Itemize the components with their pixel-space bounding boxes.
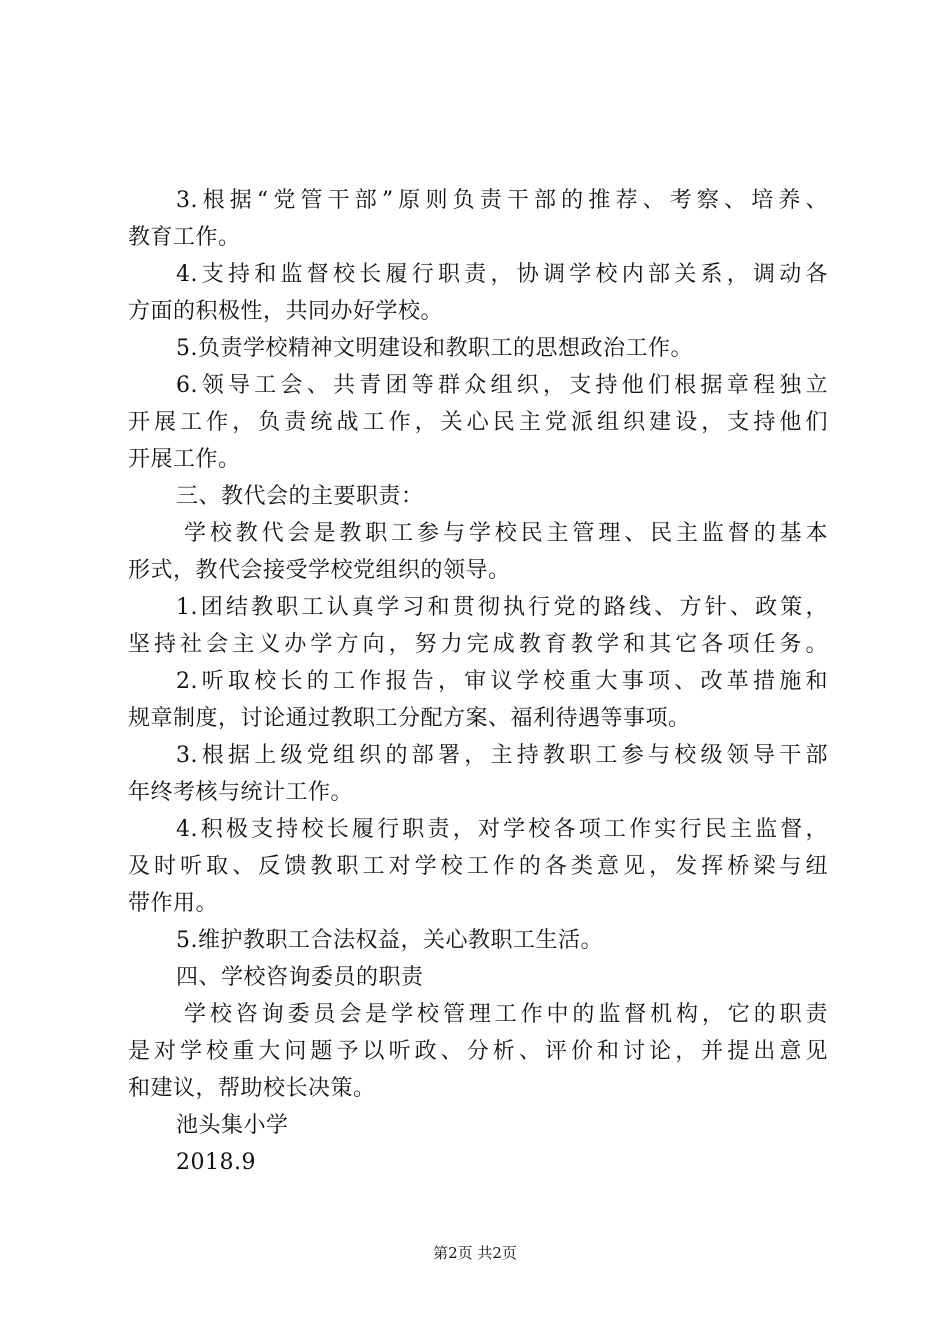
- paragraph-line: 方面的积极性，共同办好学校。: [128, 299, 444, 324]
- paragraph-line: 开展工作。: [128, 447, 241, 472]
- paragraph-line: 开展工作，负责统战工作，关心民主党派组织建设，支持他们: [128, 410, 828, 435]
- paragraph-line: 形式，教代会接受学校党组织的领导。: [128, 558, 511, 583]
- signature-date: 2018.9: [176, 1150, 256, 1175]
- signature-school: 池头集小学: [176, 1113, 289, 1138]
- paragraph-line: 6.领导工会、共青团等群众组织，支持他们根据章程独立: [176, 373, 828, 398]
- paragraph-line: 学校咨询委员会是学校管理工作中的监督机构，它的职责: [184, 1002, 828, 1027]
- paragraph-line: 5.维护教职工合法权益，关心教职工生活。: [176, 928, 603, 953]
- paragraph-line: 规章制度，讨论通过教职工分配方案、福利待遇等事项。: [128, 706, 691, 731]
- paragraph-line: 及时听取、反馈教职工对学校工作的各类意见，发挥桥梁与纽: [128, 854, 828, 879]
- page-indicator: 第2页 共2页: [433, 1244, 517, 1262]
- section-heading: 四、学校咨询委员的职责: [176, 965, 424, 990]
- paragraph-line: 1.团结教职工认真学习和贯彻执行党的路线、方针、政策，: [176, 595, 828, 620]
- section-heading: 三、教代会的主要职责：: [176, 484, 424, 509]
- paragraph-line: 学校教代会是教职工参与学校民主管理、民主监督的基本: [184, 521, 828, 546]
- paragraph-line: 4.支持和监督校长履行职责，协调学校内部关系，调动各: [176, 262, 828, 287]
- paragraph-line: 4.积极支持校长履行职责，对学校各项工作实行民主监督，: [176, 817, 828, 842]
- paragraph-line: 和建议，帮助校长决策。: [128, 1076, 376, 1101]
- paragraph-line: 5.负责学校精神文明建设和教职工的思想政治工作。: [176, 336, 693, 361]
- paragraph-line: 是对学校重大问题予以听政、分析、评价和讨论，并提出意见: [128, 1039, 828, 1064]
- paragraph-line: 教育工作。: [128, 225, 241, 250]
- paragraph-line: 2.听取校长的工作报告，审议学校重大事项、改革措施和: [176, 669, 828, 694]
- paragraph-line: 坚持社会主义办学方向，努力完成教育教学和其它各项任务。: [128, 632, 828, 657]
- paragraph-line: 带作用。: [128, 891, 219, 916]
- paragraph-line: 3.根据上级党组织的部署，主持教职工参与校级领导干部: [176, 743, 828, 768]
- document-body: [128, 182, 828, 1181]
- paragraph-line: 年终考核与统计工作。: [128, 780, 354, 805]
- paragraph-line: 3.根据“党管干部”原则负责干部的推荐、考察、培养、: [176, 188, 828, 213]
